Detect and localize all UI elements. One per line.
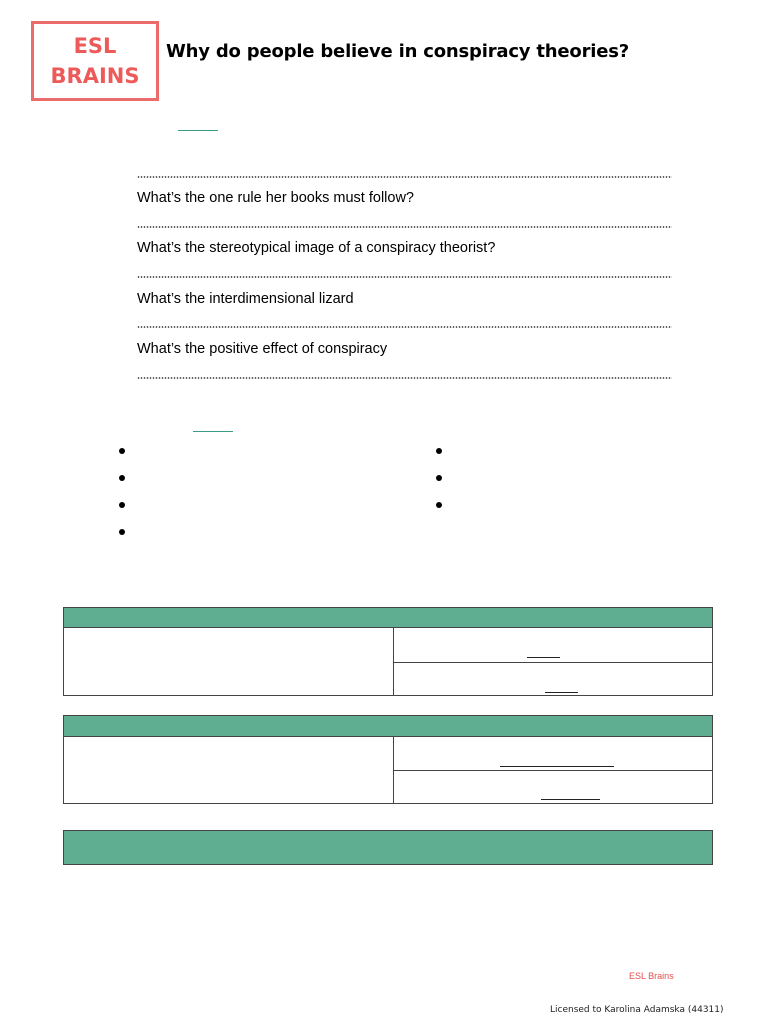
table-header [64, 716, 712, 737]
answer-line[interactable] [137, 276, 672, 278]
bullet-point [436, 475, 442, 481]
section-underline-1 [178, 130, 218, 131]
question-1: What’s the one rule her books must follow? [137, 190, 414, 206]
question-2: What’s the stereotypical image of a conspiracy theorist? [137, 240, 496, 256]
logo-line-2: BRAINS [50, 64, 140, 88]
license-text: Licensed to Karolina Adamska (44311) [550, 1005, 724, 1015]
table-cell [64, 737, 394, 804]
bullet-point [119, 529, 125, 535]
bullet-point [436, 448, 442, 454]
exercise-table-1 [63, 607, 713, 696]
fill-in-blank[interactable] [500, 766, 614, 767]
logo-line-1: ESL [73, 34, 117, 58]
fill-in-blank[interactable] [527, 657, 560, 658]
table-cell [394, 770, 712, 804]
bullet-point [436, 502, 442, 508]
page-title: Why do people believe in conspiracy theories? [166, 41, 629, 62]
fill-in-blank[interactable] [541, 799, 600, 800]
table-cell [394, 662, 712, 697]
exercise-table-2 [63, 715, 713, 804]
footer-brand: ESL Brains [629, 971, 674, 981]
bullet-point [119, 475, 125, 481]
fill-in-blank[interactable] [545, 692, 578, 693]
answer-line[interactable] [137, 377, 672, 379]
table-header-bar [63, 830, 713, 865]
answer-line[interactable] [137, 226, 672, 228]
section-underline-2 [193, 431, 233, 432]
table-header [64, 608, 712, 628]
table-cell [394, 737, 712, 770]
bullet-point [119, 502, 125, 508]
question-3: What’s the interdimensional lizard [137, 291, 354, 307]
answer-line[interactable] [137, 176, 672, 178]
table-cell [394, 628, 712, 662]
table-cell [64, 628, 394, 696]
bullet-point [119, 448, 125, 454]
esl-brains-logo [31, 21, 159, 101]
answer-line[interactable] [137, 326, 672, 328]
question-4: What’s the positive effect of conspiracy [137, 341, 388, 357]
